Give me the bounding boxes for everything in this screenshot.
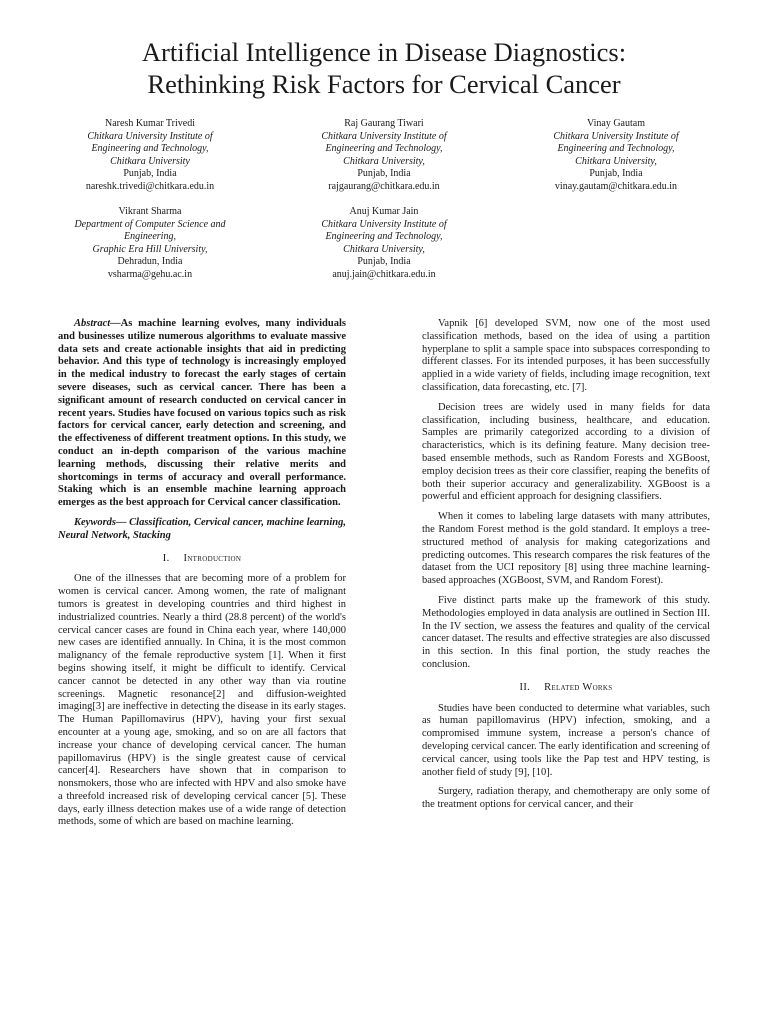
author-location: Punjab, India [123, 168, 177, 179]
related-paragraph-2: Surgery, radiation therapy, and chemotherapy are only some of the treatment options for cervical cancer, and their [422, 786, 710, 811]
author-location: Punjab, India [357, 168, 411, 179]
section-number: I. [162, 552, 170, 564]
author-block-3 [516, 118, 716, 193]
author-name: Vikrant Sharma [118, 206, 182, 217]
section-title: Related Works [544, 681, 613, 693]
author-block-4 [50, 206, 250, 281]
keywords [58, 517, 346, 543]
section-title: Introduction [183, 552, 242, 564]
related-paragraph-1: Studies have been conducted to determine what variables, such as human papillomavirus (HPV) infection, smoking, and a compromised immune system, increase a person's chance of developing cervical cancer. The early identification and screening of cervical cancer, using tools like the Pap test and HPV testing, is another field of study [9], [10]. [422, 702, 710, 778]
section-heading-introduction [58, 553, 346, 566]
abstract [58, 318, 346, 510]
author-location: Dehradun, India [117, 256, 183, 267]
author-affiliation: Chitkara University Institute of [553, 130, 679, 142]
intro-paragraph-1: One of the illnesses that are becoming more of a problem for women is cervical cancer. Among women, the rate of malignant tumors is greatest in developing countries and third highest in industrialized countries. Nearly a third (28.8 percent) of the world's cervical cancer cases are found in China each year, where 140,000 new cases are identified annually. In China, it is the most common malignancy of the female reproductive system [1]. When it first begins showing itself, it might be difficult to identify. Cervical cancer cannot be detected in any other way than via routine screenings. Magnetic resonance[2] and diffusion-weighted imaging[3] are ineffective in detecting the disease in its early stages. The Human Papillomavirus (HPV), having your first sexual encounter at a young age, smoking, and so on are all factors that increase your chance of developing cervical cancer. The human papillomavirus (HPV) is the single greatest cause of cervical cancer[4]. Researchers have shown that in comparison to nonsmokers, those who are infected with HPV and also smoke have a threefold increased risk of developing cervical cancer [5]. These days, early illness detection makes use of a wide range of detection methods, some of which are based on machine learning. [58, 573, 346, 828]
author-affiliation: Chitkara University [110, 155, 190, 167]
author-name: Anuj Kumar Jain [349, 206, 419, 217]
author-block-1 [50, 118, 250, 193]
author-location: Punjab, India [589, 168, 643, 179]
author-affiliation: Engineering and Technology, [325, 143, 443, 154]
section-number: II. [519, 681, 531, 693]
author-location: Punjab, India [357, 256, 411, 267]
abstract-text: As machine learning evolves, many individuals and businesses utilize numerous algorithms to evaluate massive data sets and create actionable insights that aid in predicting behavior. And this type of technology is increasingly employed in the medical industry to forecast the early stages of certain severe diseases, such as cervical cancer. There has been a significant amount of research conducted on cervical cancer in recent years. Studies have focused on various topics such as risk factors for cervical cancer, early detection and screening, and the effectiveness of different treatment options. In this study, we conduct an in-depth comparison of the various machine learning methods, discussing their relative merits and shortcomings in terms of accuracy and overall performance. Staking which is an ensemble machine learning approach emerges as the best approach for Cervical cancer classification. [58, 318, 346, 509]
author-affiliation: Chitkara University, [575, 155, 657, 167]
title-line-1: Artificial Intelligence in Disease Diagnostics: [141, 37, 627, 67]
intro-paragraph-2: Vapnik [6] developed SVM, now one of the most used classification methods, based on the idea of using a partition hyperplane to split a sample space into subspaces corresponding to different classes. For its intended purposes, it has been successfully applied in a wide variety of fields, including image recognition, text classification, data forecasting, etc. [7]. [422, 318, 710, 393]
author-name: Naresh Kumar Trivedi [105, 118, 195, 129]
author-affiliation: Department of Computer Science and [74, 218, 226, 230]
author-email[interactable]: vsharma@gehu.ac.in [107, 268, 193, 280]
author-affiliation: Chitkara University, [343, 155, 425, 167]
author-affiliation: Engineering, [124, 231, 176, 242]
author-affiliation: Chitkara University Institute of [321, 130, 447, 142]
author-block-2 [284, 118, 484, 193]
right-column [422, 318, 710, 819]
author-email[interactable]: rajgaurang@chitkara.edu.in [328, 180, 440, 192]
title-line-2: Rethinking Risk Factors for Cervical Cancer [147, 69, 621, 99]
paper-title [40, 36, 728, 100]
left-column [58, 318, 346, 836]
intro-paragraph-3: Decision trees are widely used in many fields for data classification, including business, healthcare, and education. Samples are primarily categorized according to a division of characteristics, which is its defining feature. Many decision tree-based ensemble methods, such as Random Forests and XGBoost, employ decision trees as their core classifier, reaping the benefits of both their superior accuracy and generalizability. XGBoost is a powerful and efficient approach for designing classifiers. [422, 401, 710, 503]
author-affiliation: Engineering and Technology, [325, 231, 443, 242]
author-affiliation: Chitkara University Institute of [87, 130, 213, 142]
author-affiliation: Chitkara University Institute of [321, 218, 447, 230]
intro-paragraph-5: Five distinct parts make up the framework of this study. Methodologies employed in data analysis are outlined in Section III. In the IV section, we assess the features and quality of the cervical cancer dataset. The results and effective strategies are also discussed in this section. In this final portion, the study reaches the conclusion. [422, 594, 710, 670]
author-email[interactable]: vinay.gautam@chitkara.edu.in [554, 180, 678, 192]
section-heading-related-works [422, 682, 710, 695]
author-email[interactable]: nareshk.trivedi@chitkara.edu.in [85, 180, 215, 192]
keywords-label: Keywords— [74, 516, 127, 528]
author-affiliation: Engineering and Technology, [557, 143, 675, 154]
author-affiliation: Chitkara University, [343, 243, 425, 255]
author-affiliation: Engineering and Technology, [91, 143, 209, 154]
author-email[interactable]: anuj.jain@chitkara.edu.in [332, 268, 436, 280]
author-name: Raj Gaurang Tiwari [344, 118, 424, 129]
intro-paragraph-4: When it comes to labeling large datasets with many attributes, the Random Forest method is the gold standard. It employs a tree-structured method of analysis for making categorizations and predicting outcomes. This research compares the risk features of the dataset from the UCI repository [8] using three machine learning-based approaches (XGBoost, SVM, and Random Forest). [422, 511, 710, 587]
author-affiliation: Graphic Era Hill University, [92, 243, 208, 255]
author-name: Vinay Gautam [587, 118, 645, 129]
keywords-text: Classification, Cervical cancer, machine learning, Neural Network, Stacking [58, 516, 346, 541]
author-block-5 [284, 206, 484, 281]
abstract-label: Abstract— [74, 318, 121, 329]
